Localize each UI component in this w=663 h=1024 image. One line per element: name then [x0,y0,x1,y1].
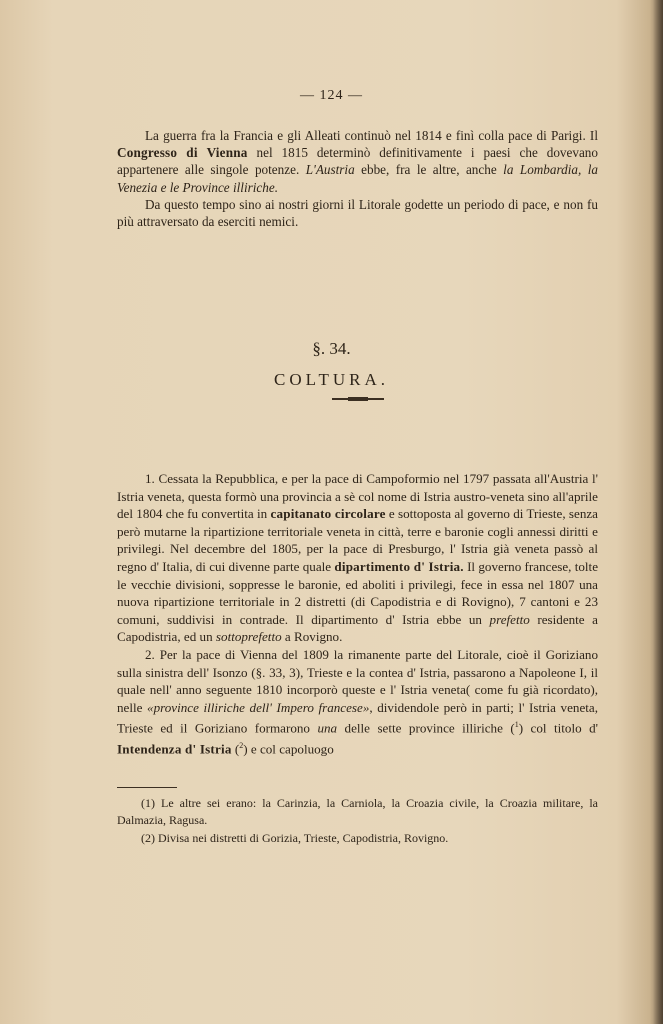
bold-term: dipartimento d' Istria. [334,558,464,574]
italic-term: sottoprefetto [215,629,282,645]
text-run: residente a Capodistria, ed un [117,611,598,645]
footnote-2 [117,830,598,847]
text-run: Il governo francese, tolte le vecchie divisioni, soppresse le baronie, ed aboliti i privilegi, fece in essa nel 1807 una nuova ripartizione territoriale in 2 distretti (di Capodistria e di Rovigno), 7 cantoni e 23 comuni, suddivisi in contrade. Il dipartimento d' Istria ebbe un [117,558,599,627]
italic-term: «province illiriche dell' Impero francese» [147,699,370,715]
italic-term: prefetto [489,611,530,627]
intro-paragraph-1 [117,127,598,196]
body-paragraph-2 [117,646,598,758]
bold-term: capitanato circolare [270,506,386,522]
bold-term: Congresso di Vienna [117,145,248,161]
footnote-text: Divisa nei distretti di Gorizia, Trieste, Capodistria, Rovigno. [155,831,449,845]
text-run: ebbe, fra le altre, anche [354,162,504,178]
page-edge-shadow [653,0,663,1024]
footnote-mark: (1) [141,796,155,810]
italic-term: L'Austria [305,162,355,178]
text-run: 2. Per la pace di Vienna del 1809 la rimanente parte del Litorale, cioè il Goriziano sulla sinistra dell' Isonzo (§. 33, 3), Trieste e la contea d' Istria, passarono a Napoleone I, il quale nell' anno seguente 1810 incorporò queste e l' Istria veneta( come fu già ricordato), nelle [117,646,598,715]
decorative-rule [332,398,384,400]
body-paragraph-1 [117,470,598,646]
bold-term: Intendenza d' Istria [117,741,232,757]
text-run: delle sette province illiriche ( [337,720,515,736]
text-run: ( [231,741,240,757]
text-run: 1. Cessata la Repubblica, e per la pace di Campoformio nel 1797 passata all'Austria l' Istria veneta, questa formò una provincia a sè col nome di Istria austro-veneta sino all'aprile del 1804 che fu convertita in [117,471,598,522]
text-run: e sottoposta al governo di Trieste, senza però mutarne la ripartizione territoriale veneta in città, terre e baronie cogli annessi diritti e privilegi. Nel decembre del 1805, per la pace di Presburgo, l' Istria già veneta passò al regno d' Italia, di cui divenne parte quale [117,506,598,574]
footnotes [117,795,598,847]
text-run: La guerra fra la Francia e gli Alleati continuò nel 1814 e finì colla pace di Parigi. Il [145,128,598,143]
italic-term: la Lombardia, la Venezia e le Province illiriche. [117,162,598,195]
footnote-1 [117,795,598,828]
section-number: §. 34. [312,339,351,358]
footnote-text: Le altre sei erano: la Carinzia, la Carniola, la Croazia civile, la Croazia militare, la Dalmazia, Ragusa. [117,796,598,827]
intro-text [117,127,598,230]
italic-term: una [317,720,338,736]
footnote-ref: 2 [239,741,244,751]
text-run: ) e col capoluogo [243,741,334,757]
page-number: — 124 — [300,88,363,103]
section-title: COLTURA. [274,370,389,389]
text-run: , dividendole però in parti; l' Istria veneta, Trieste ed il Goriziano formarono [117,699,598,736]
intro-paragraph-2: Da questo tempo sino ai nostri giorni il Litorale godette un periodo di pace, e non fu più attraversato da eserciti nemici. [117,196,598,230]
footnote-mark: (2) [141,831,155,845]
footnote-rule [117,787,177,788]
text-run: ) col titolo d' [518,720,599,736]
section-body [117,470,598,758]
footnote-ref: 1 [514,720,519,730]
text-run: nel 1815 determinò definitivamente i paesi che dovevano appartenere alle singole potenze. [117,145,598,178]
text-run: a Rovigno. [281,629,343,645]
